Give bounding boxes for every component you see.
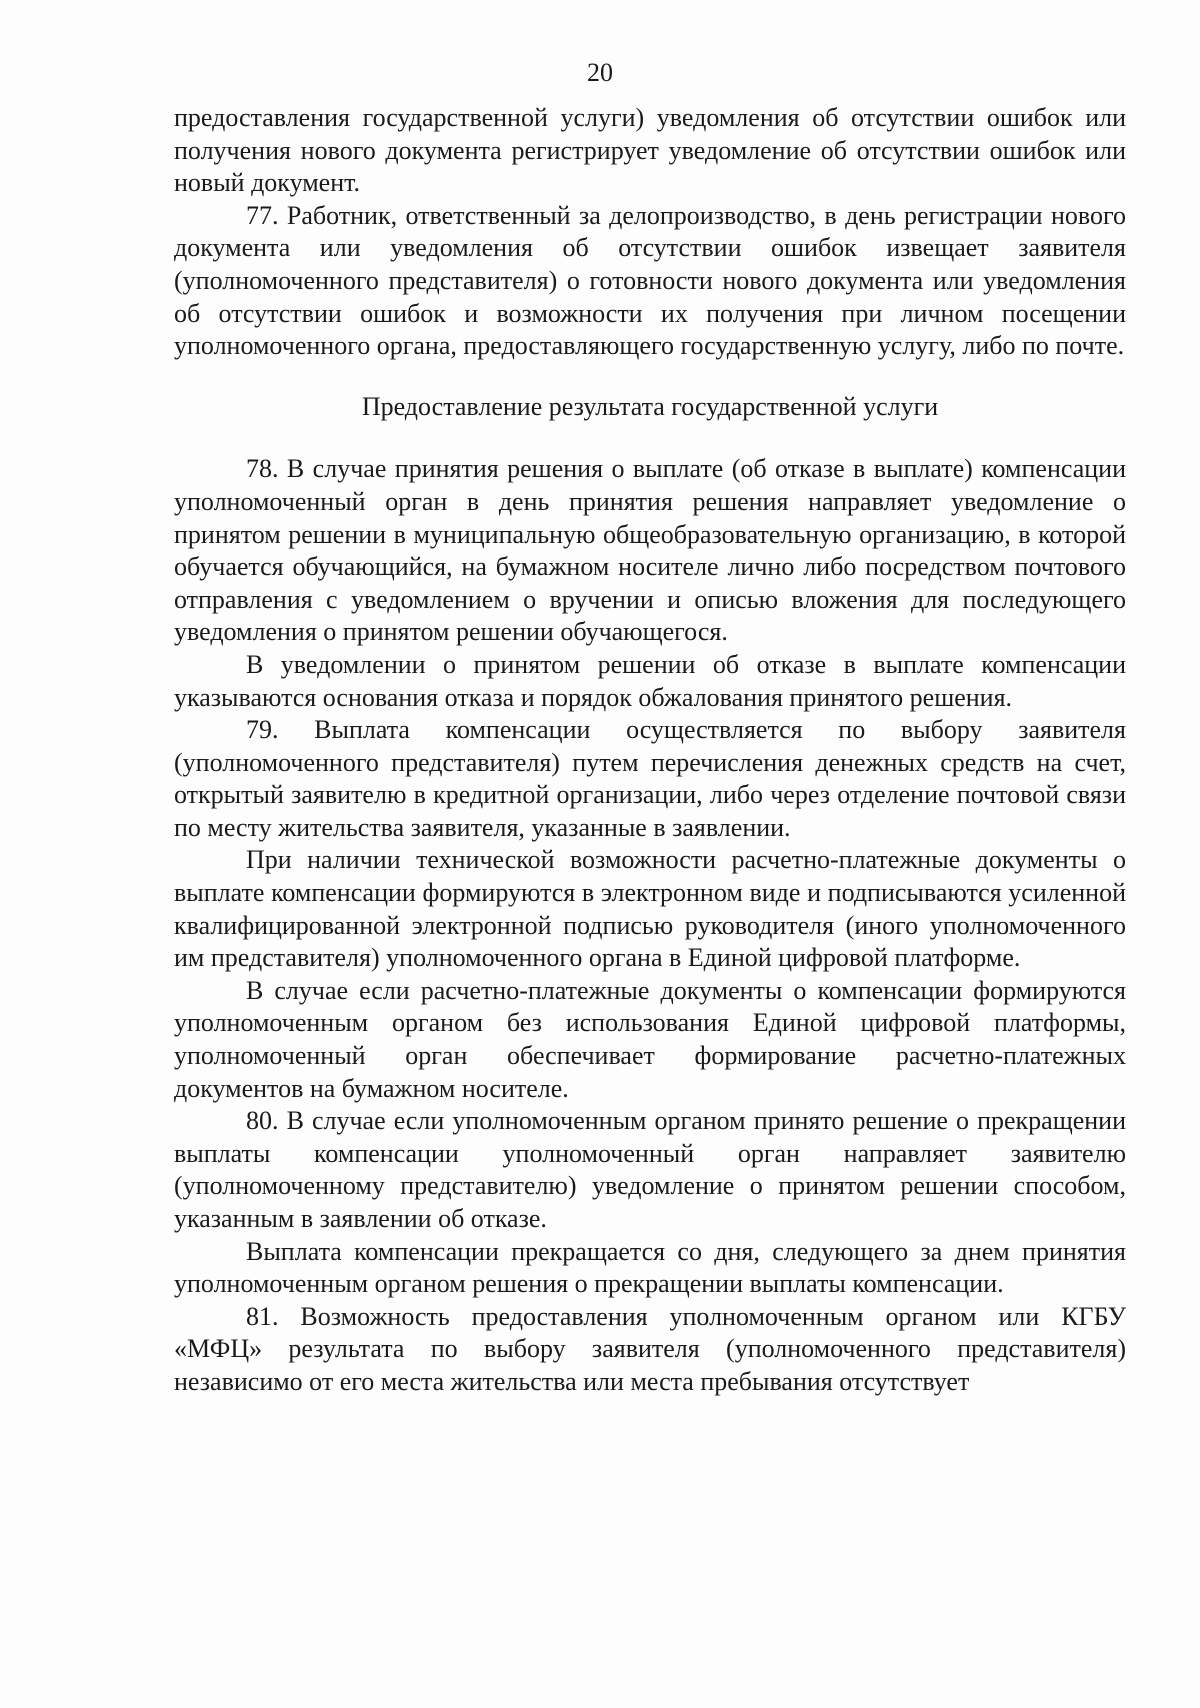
paragraph-80-termination: Выплата компенсации прекращается со дня, следующего за днем принятия уполномоченным органом решения о прекращении выплаты компенсации. (174, 1236, 1126, 1299)
paragraph-78: 78. В случае принятия решения о выплате (об отказе в выплате) компенсации уполномоченный орган в день принятия решения направляет уведомление о принятом решении в муниципальную общеобразовательную организацию, в которой обучается обучающийся, на бумажном носителе лично либо посредством почтового отправления с уведомлением о вручении и описью вложения для последующего уведомления о принятом решении обучающегося. (174, 454, 1126, 647)
page-number: 20 (587, 58, 613, 87)
paragraph-continuation: предоставления государственной услуги) уведомления об отсутствии ошибок или получения нового документа регистрирует уведомление об отсутствии ошибок или новый документ. (174, 103, 1126, 198)
paragraph-77: 77. Работник, ответственный за делопроизводство, в день регистрации нового документа или уведомления об отсутствии ошибок извещает заявителя (уполномоченного представителя) о готовности нового документа или уведомления об отсутствии ошибок и возможности их получения при личном посещении уполномоченного органа, предоставляющего государственную услугу, либо по почте. (174, 200, 1126, 361)
paragraph-79-electronic: При наличии технической возможности расчетно-платежные документы о выплате компенсации формируются в электронном виде и подписываются усиленной квалифицированной электронной подписью руководителя (иного уполномоченного им представителя) уполномоченного органа в Единой цифровой платформе. (174, 845, 1126, 973)
paragraph-79: 79. Выплата компенсации осуществляется по выбору заявителя (уполномоченного представителя) путем перечисления денежных средств на счет, открытый заявителю в кредитной организации, либо через отделение почтовой связи по месту жительства заявителя, указанные в заявлении. (174, 715, 1126, 842)
document-body (174, 102, 1126, 1399)
paragraph-78-refusal: В уведомлении о принятом решении об отказе в выплате компенсации указываются основания отказа и порядок обжалования принятого решения. (174, 649, 1126, 712)
paragraph-80: 80. В случае если уполномоченным органом принято решение о прекращении выплаты компенсации уполномоченный орган направляет заявителю (уполномоченному представителю) уведомление о принятом решении способом, указанным в заявлении об отказе. (174, 1106, 1126, 1233)
paragraph-79-paper: В случае если расчетно-платежные документы о компенсации формируются уполномоченным органом без использования Единой цифровой платформы, уполномоченный орган обеспечивает формирование расчетно-платежных документов на бумажном носителе. (174, 975, 1126, 1103)
section-title: Предоставление результата государственной услуги (361, 391, 939, 421)
paragraph-81: 81. Возможность предоставления уполномоченным органом или КГБУ «МФЦ» результата по выбору заявителя (уполномоченного представителя) независимо от его места жительства или места пребывания отсутствует (174, 1301, 1126, 1396)
